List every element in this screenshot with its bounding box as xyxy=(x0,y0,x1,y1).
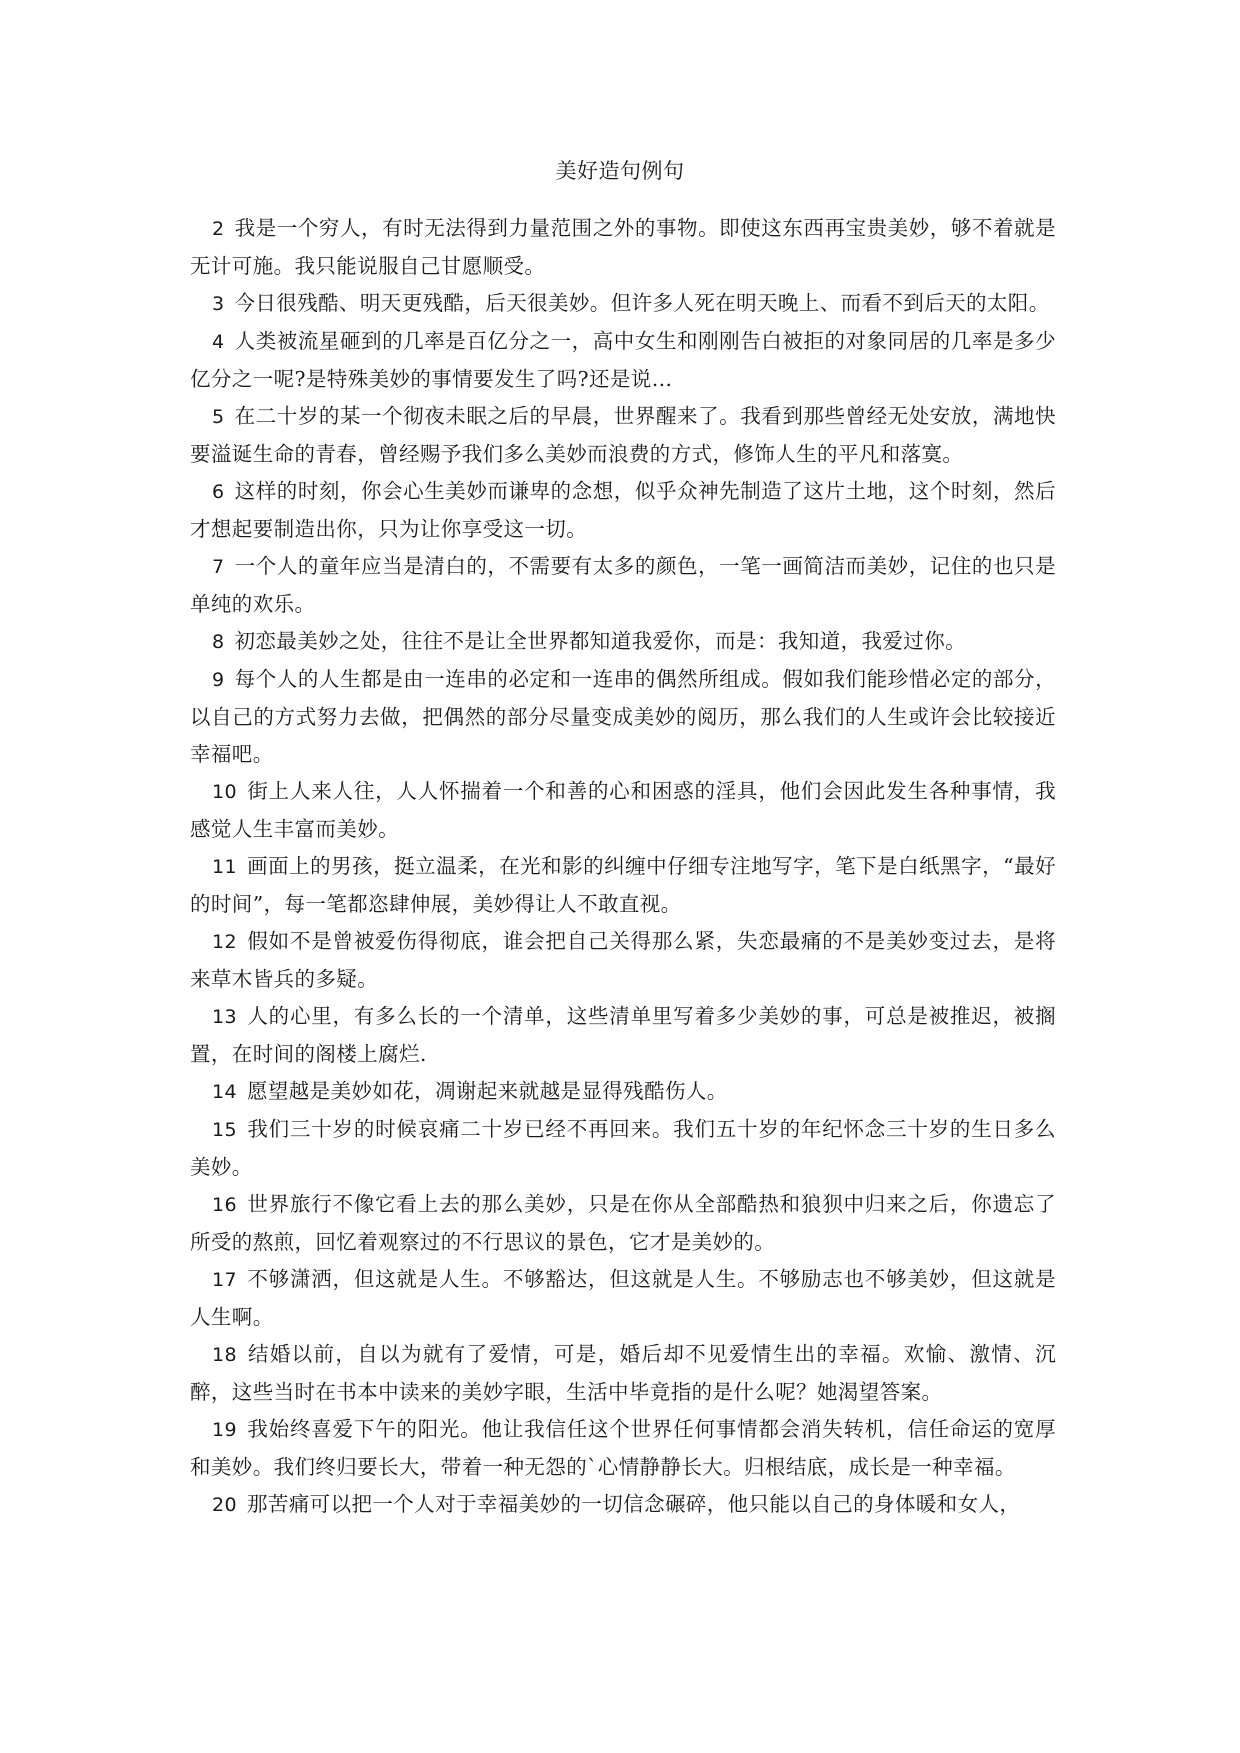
paragraph-text: 我是一个穷人，有时无法得到力量范围之外的事物。即使这东西再宝贵美妙，够不着就是无计可施。我只能说服自己甘愿顺受。 xyxy=(190,216,1056,278)
paragraph xyxy=(190,1336,1056,1411)
paragraph-text: 世界旅行不像它看上去的那么美妙，只是在你从全部酷热和狼狈中归来之后，你遗忘了所受的熬煎，回忆着观察过的不行思议的景色，它才是美妙的。 xyxy=(190,1192,1056,1254)
paragraph xyxy=(190,1111,1056,1186)
paragraph-number: 11 xyxy=(212,856,237,878)
paragraph-text: 结婚以前，自以为就有了爱情，可是，婚后却不见爱情生出的幸福。欢愉、激情、沉醉，这些当时在书本中读来的美妙字眼，生活中毕竟指的是什么呢？她渴望答案。 xyxy=(190,1342,1056,1404)
paragraph xyxy=(190,773,1056,848)
paragraph-text: 每个人的人生都是由一连串的必定和一连串的偶然所组成。假如我们能珍惜必定的部分，以自己的方式努力去做，把偶然的部分尽量变成美妙的阅历，那么我们的人生或许会比较接近幸福吧。 xyxy=(190,667,1056,766)
paragraph xyxy=(190,1411,1056,1486)
paragraph-text: 初恋最美妙之处，往往不是让全世界都知道我爱你，而是：我知道，我爱过你。 xyxy=(234,629,966,653)
paragraph xyxy=(190,210,1056,285)
paragraph-text: 我们三十岁的时候哀痛二十岁已经不再回来。我们五十岁的年纪怀念三十岁的生日多么美妙。 xyxy=(190,1117,1056,1179)
paragraph-text: 一个人的童年应当是清白的，不需要有太多的颜色，一笔一画简洁而美妙，记住的也只是单纯的欢乐。 xyxy=(190,554,1056,616)
paragraph xyxy=(190,1486,1056,1524)
paragraph-number: 20 xyxy=(212,1494,237,1516)
paragraph-text: 今日很残酷、明天更残酷，后天很美妙。但许多人死在明天晚上、而看不到后天的太阳。 xyxy=(234,291,1050,315)
paragraph-number: 19 xyxy=(212,1419,237,1441)
paragraph-text: 街上人来人往，人人怀揣着一个和善的心和困惑的淫具，他们会因此发生各种事情，我感觉人生丰富而美妙。 xyxy=(190,779,1056,841)
paragraph xyxy=(190,923,1056,998)
paragraph xyxy=(190,285,1056,323)
paragraph-number: 14 xyxy=(212,1081,237,1103)
paragraph-number: 15 xyxy=(212,1119,237,1141)
paragraph-text: 在二十岁的某一个彻夜未眠之后的早晨，世界醒来了。我看到那些曾经无处安放，满地快要溢诞生命的青春，曾经赐予我们多么美妙而浪费的方式，修饰人生的平凡和落寞。 xyxy=(190,404,1056,466)
paragraph-text: 这样的时刻，你会心生美妙而谦卑的念想，似乎众神先制造了这片土地，这个时刻，然后才想起要制造出你，只为让你享受这一切。 xyxy=(190,479,1056,541)
paragraph xyxy=(190,848,1056,923)
paragraph xyxy=(190,1186,1056,1261)
paragraph-number: 16 xyxy=(212,1194,237,1216)
paragraph-text: 人的心里，有多么长的一个清单，这些清单里写着多少美妙的事，可总是被推迟，被搁置，在时间的阁楼上腐烂. xyxy=(190,1004,1056,1066)
paragraph-number: 3 xyxy=(212,293,225,315)
paragraph xyxy=(190,998,1056,1073)
paragraph xyxy=(190,323,1056,398)
paragraph-number: 9 xyxy=(212,669,225,691)
paragraph-number: 2 xyxy=(212,218,225,240)
paragraph-number: 8 xyxy=(212,631,225,653)
paragraph-text: 那苦痛可以把一个人对于幸福美妙的一切信念碾碎，他只能以自己的身体暖和女人， xyxy=(246,1492,1021,1516)
paragraph-number: 6 xyxy=(212,481,225,503)
paragraph xyxy=(190,473,1056,548)
paragraph-number: 12 xyxy=(212,931,237,953)
document-title: 美好造句例句 xyxy=(555,159,685,183)
paragraph xyxy=(190,548,1056,623)
paragraph-text: 我始终喜爱下午的阳光。他让我信任这个世界任何事情都会消失转机，信任命运的宽厚和美妙。我们终归要长大，带着一种无怨的`心情静静长大。归根结底，成长是一种幸福。 xyxy=(190,1417,1056,1479)
paragraph-number: 18 xyxy=(212,1344,237,1366)
paragraph xyxy=(190,661,1056,773)
paragraph-number: 7 xyxy=(212,556,225,578)
paragraph-number: 10 xyxy=(212,781,237,803)
paragraph-number: 5 xyxy=(212,406,225,428)
paragraph xyxy=(190,398,1056,473)
paragraph-number: 4 xyxy=(212,331,225,353)
paragraph-text: 不够潇洒，但这就是人生。不够豁达，但这就是人生。不够励志也不够美妙，但这就是人生啊。 xyxy=(190,1267,1056,1329)
paragraph-text: 画面上的男孩，挺立温柔，在光和影的纠缠中仔细专注地写字，笔下是白纸黑字，“最好的时间”，每一笔都恣肆伸展，美妙得让人不敢直视。 xyxy=(190,854,1056,916)
paragraph xyxy=(190,623,1056,661)
paragraph-number: 13 xyxy=(212,1006,237,1028)
paragraph xyxy=(190,1261,1056,1336)
document-body xyxy=(190,210,1056,1524)
paragraph-text: 假如不是曾被爱伤得彻底，谁会把自己关得那么紧，失恋最痛的不是美妙变过去，是将来草木皆兵的多疑。 xyxy=(190,929,1056,991)
paragraph-number: 17 xyxy=(212,1269,237,1291)
paragraph-text: 人类被流星砸到的几率是百亿分之一，高中女生和刚刚告白被拒的对象同居的几率是多少亿分之一呢?是特殊美妙的事情要发生了吗?还是说… xyxy=(190,329,1056,391)
paragraph-text: 愿望越是美妙如花，凋谢起来就越是显得残酷伤人。 xyxy=(246,1079,728,1103)
paragraph xyxy=(190,1073,1056,1111)
